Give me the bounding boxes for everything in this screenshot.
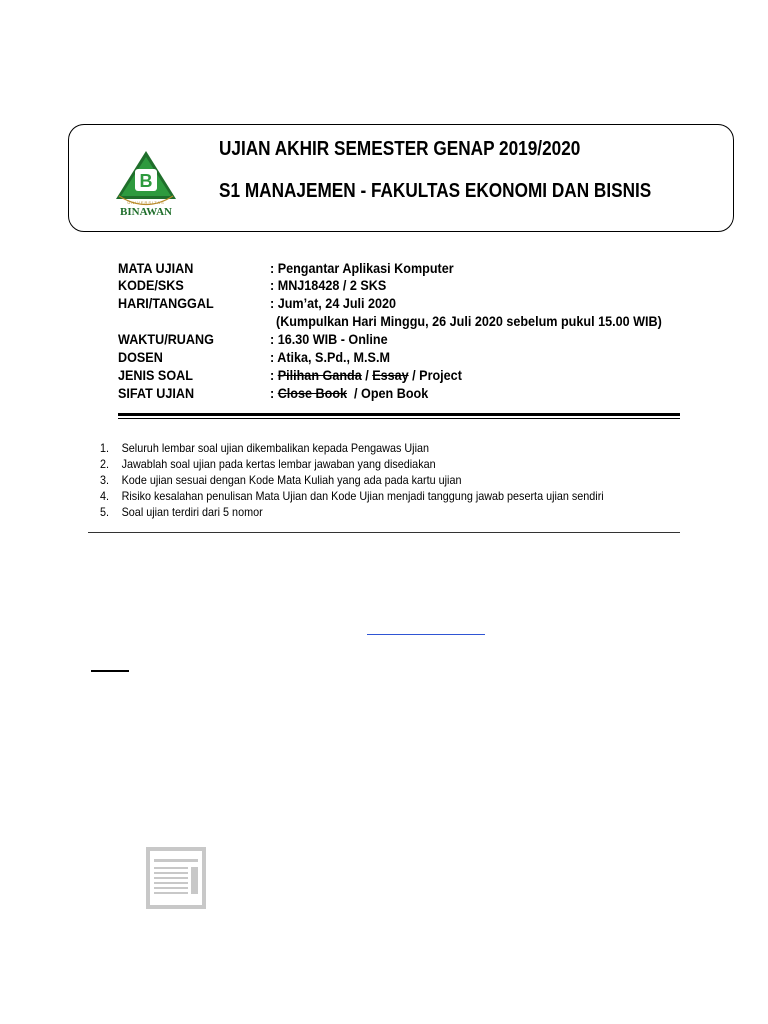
underline-mark — [91, 670, 129, 672]
info-value: : Pengantar Aplikasi Komputer — [270, 260, 454, 276]
info-value: : 16.30 WIB - Online — [270, 331, 388, 347]
divider-bottom — [88, 532, 680, 533]
info-label: SIFAT UJIAN — [118, 385, 195, 401]
logo-letter: B — [139, 171, 153, 191]
list-item: 5. Soal ujian terdiri dari 5 nomor — [100, 505, 263, 519]
selected-option-project: Project — [419, 367, 462, 383]
list-item: 4. Risiko kesalahan penulisan Mata Ujian dan Kode Ujian menjadi tanggung jawab peserta ujian sendiri — [100, 489, 604, 503]
logo-arc-text: UNIVERSITAS — [127, 200, 165, 205]
list-item: 2. Jawablah soal ujian pada kertas lembar jawaban yang disediakan — [100, 457, 436, 471]
divider-thick — [118, 413, 680, 416]
info-label: WAKTU/RUANG — [118, 331, 214, 347]
info-value: : Atika, S.Pd., M.S.M — [270, 349, 390, 365]
hyperlink-underline[interactable] — [367, 634, 485, 635]
info-value: : MNJ18428 / 2 SKS — [270, 277, 387, 293]
submission-note: (Kumpulkan Hari Minggu, 26 Juli 2020 sebelum pukul 15.00 WIB) — [276, 313, 662, 329]
exam-title: UJIAN AKHIR SEMESTER GENAP 2019/2020 — [219, 138, 581, 160]
info-label: DOSEN — [118, 349, 163, 365]
struck-option-essay: Essay — [372, 367, 409, 383]
struck-option-close-book: Close Book — [277, 385, 348, 401]
info-value: : Close Book / Open Book — [270, 385, 429, 401]
exam-header-box — [68, 124, 734, 232]
logo-name: BINAWAN — [120, 206, 172, 217]
info-label: KODE/SKS — [118, 277, 184, 293]
faculty-title: S1 MANAJEMEN - FAKULTAS EKONOMI DAN BISNIS — [219, 180, 652, 202]
list-item: 3. Kode ujian sesuai dengan Kode Mata Kuliah yang ada pada kartu ujian — [100, 473, 462, 487]
divider-thin — [118, 418, 680, 419]
list-item: 1. Seluruh lembar soal ujian dikembalikan kepada Pengawas Ujian — [100, 441, 429, 455]
info-value: : Jum’at, 24 Juli 2020 — [270, 295, 397, 311]
selected-option-open-book: Open Book — [361, 385, 429, 401]
info-value: : Pilihan Ganda / Essay / Project — [270, 367, 462, 383]
info-label: JENIS SOAL — [118, 367, 193, 383]
info-label: HARI/TANGGAL — [118, 295, 214, 311]
university-triangle-logo-icon — [113, 149, 179, 217]
struck-option-pilihan-ganda: Pilihan Ganda — [277, 367, 362, 383]
info-label: MATA UJIAN — [118, 260, 194, 276]
document-placeholder-icon — [146, 847, 206, 909]
